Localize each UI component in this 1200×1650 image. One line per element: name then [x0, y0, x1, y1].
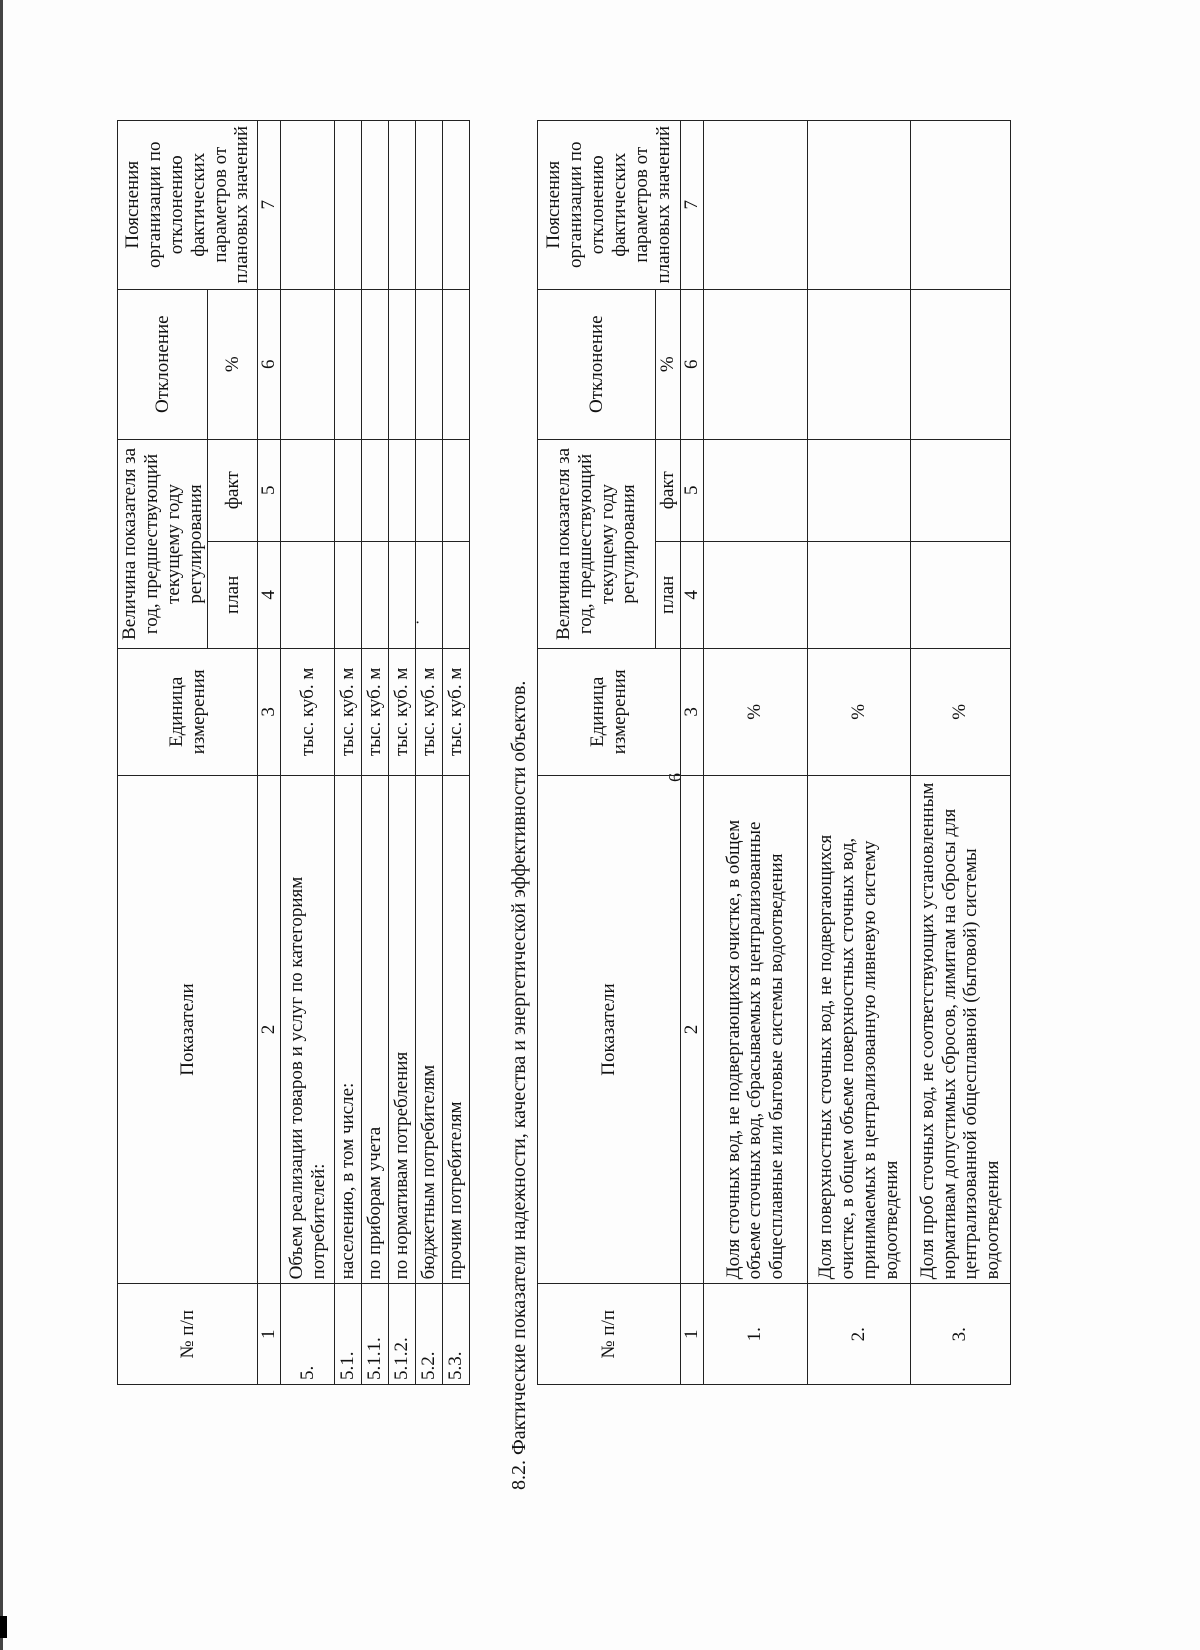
header-percent: %	[208, 289, 258, 439]
colnum-5: 5	[258, 439, 281, 541]
cell-explanation	[362, 121, 389, 290]
header-fact: факт	[208, 439, 258, 541]
header-indicators: Показатели	[538, 775, 681, 1284]
cell-plan	[443, 541, 470, 648]
header-num: № п/п	[118, 1284, 258, 1385]
section-title: 8.2. Фактические показатели надежности, качества и энергетической эффективности объектов.	[508, 680, 530, 1490]
row-name: бюджетным потребителям	[416, 775, 443, 1284]
colnum-1: 1	[681, 1284, 704, 1385]
colnum-7: 7	[681, 121, 704, 290]
cell-explanation	[416, 121, 443, 290]
row-unit: тыс. куб. м	[443, 649, 470, 776]
table-row	[807, 121, 910, 1385]
colnum-4: 4	[258, 541, 281, 648]
cell-plan	[910, 541, 1010, 648]
cell-fact	[389, 439, 416, 541]
row-num: 5.1.1.	[362, 1284, 389, 1385]
cell-explanation	[389, 121, 416, 290]
header-explanation: Пояснения организации по отклонению фактических параметров от плановых значений	[118, 121, 258, 290]
cell-percent	[362, 289, 389, 439]
row-unit: %	[807, 649, 910, 776]
row-name: Доля проб сточных вод, не соответствующих установленным нормативам допустимых сбросов, лимитам на сбросы для централизованной общесплавной (бытовой) системы водоотведения	[910, 775, 1010, 1284]
row-unit: тыс. куб. м	[362, 649, 389, 776]
row-name: Доля поверхностных сточных вод, не подвергающихся очистке, в общем объеме поверхностных сточных вод, принимаемых в централизованную ливневую систему водоотведения	[807, 775, 910, 1284]
colnum-6: 6	[681, 289, 704, 439]
row-num: 1.	[703, 1284, 807, 1385]
cell-explanation	[807, 121, 910, 290]
header-explanation: Пояснения организации по отклонению фактических параметров от плановых значений	[538, 121, 681, 290]
table-row	[910, 121, 1010, 1385]
page-number: 6	[665, 773, 685, 782]
row-num: 3.	[910, 1284, 1010, 1385]
stray-mark: ·	[410, 619, 427, 625]
row-num: 5.2.	[416, 1284, 443, 1385]
header-deviation: Отклонение	[118, 289, 208, 439]
header-deviation: Отклонение	[538, 289, 656, 439]
table-row	[416, 121, 443, 1385]
cell-explanation	[443, 121, 470, 290]
row-name: по нормативам потребления	[389, 775, 416, 1284]
row-unit: тыс. куб. м	[389, 649, 416, 776]
cell-fact	[807, 439, 910, 541]
cell-fact	[362, 439, 389, 541]
header-unit: Единица измерения	[118, 649, 258, 776]
cell-plan	[362, 541, 389, 648]
cell-percent	[807, 289, 910, 439]
colnum-6: 6	[258, 289, 281, 439]
cell-percent	[910, 289, 1010, 439]
row-num: 2.	[807, 1284, 910, 1385]
header-fact: факт	[656, 439, 681, 541]
table-row	[362, 121, 389, 1385]
colnum-2: 2	[681, 775, 704, 1284]
scan-mark	[0, 1616, 7, 1638]
cell-fact	[703, 439, 807, 541]
table-row	[389, 121, 416, 1385]
cell-explanation	[703, 121, 807, 290]
header-percent: %	[656, 289, 681, 439]
row-name: Объем реализации товаров и услуг по категориям потребителей:	[281, 775, 335, 1284]
table-row	[335, 121, 362, 1385]
cell-percent	[416, 289, 443, 439]
column-number-row	[258, 121, 281, 1385]
row-name: населению, в том числе:	[335, 775, 362, 1284]
row-unit: %	[703, 649, 807, 776]
table-row	[443, 121, 470, 1385]
colnum-3: 3	[258, 649, 281, 776]
column-number-row	[681, 121, 704, 1385]
row-name: прочим потребителям	[443, 775, 470, 1284]
colnum-1: 1	[258, 1284, 281, 1385]
cell-explanation	[335, 121, 362, 290]
cell-percent	[443, 289, 470, 439]
header-value-group: Величина показателя за год, предшествующий текущему году регулирования	[118, 439, 208, 648]
cell-explanation	[910, 121, 1010, 290]
row-unit: тыс. куб. м	[416, 649, 443, 776]
header-indicators: Показатели	[118, 775, 258, 1284]
table-row	[703, 121, 807, 1385]
cell-plan	[281, 541, 335, 648]
header-num: № п/п	[538, 1284, 681, 1385]
colnum-7: 7	[258, 121, 281, 290]
cell-percent	[335, 289, 362, 439]
cell-plan	[416, 541, 443, 648]
row-num: 5.	[281, 1284, 335, 1385]
row-unit: тыс. куб. м	[335, 649, 362, 776]
table-row	[281, 121, 335, 1385]
cell-plan	[703, 541, 807, 648]
cell-plan	[807, 541, 910, 648]
header-unit: Единица измерения	[538, 649, 681, 776]
cell-percent	[703, 289, 807, 439]
cell-fact	[910, 439, 1010, 541]
cell-fact	[416, 439, 443, 541]
row-num: 5.1.	[335, 1284, 362, 1385]
header-plan: план	[656, 541, 681, 648]
row-name: по приборам учета	[362, 775, 389, 1284]
row-unit: тыс. куб. м	[281, 649, 335, 776]
header-value-group: Величина показателя за год, предшествующий текущему году регулирования	[538, 439, 656, 648]
cell-plan	[335, 541, 362, 648]
sales-volume-table	[117, 120, 470, 1385]
cell-fact	[281, 439, 335, 541]
row-name: Доля сточных вод, не подвергающихся очистке, в общем объеме сточных вод, сбрасываемых в централизованные общесплавные или бытовые системы водоотведения	[703, 775, 807, 1284]
cell-plan	[389, 541, 416, 648]
row-num: 5.3.	[443, 1284, 470, 1385]
cell-fact	[335, 439, 362, 541]
row-unit: %	[910, 649, 1010, 776]
row-num: 5.1.2.	[389, 1284, 416, 1385]
cell-percent	[281, 289, 335, 439]
colnum-2: 2	[258, 775, 281, 1284]
cell-percent	[389, 289, 416, 439]
cell-explanation	[281, 121, 335, 290]
header-plan: план	[208, 541, 258, 648]
colnum-4: 4	[681, 541, 704, 648]
reliability-indicators-table	[537, 120, 1011, 1385]
colnum-5: 5	[681, 439, 704, 541]
cell-fact	[443, 439, 470, 541]
colnum-3: 3	[681, 649, 704, 776]
